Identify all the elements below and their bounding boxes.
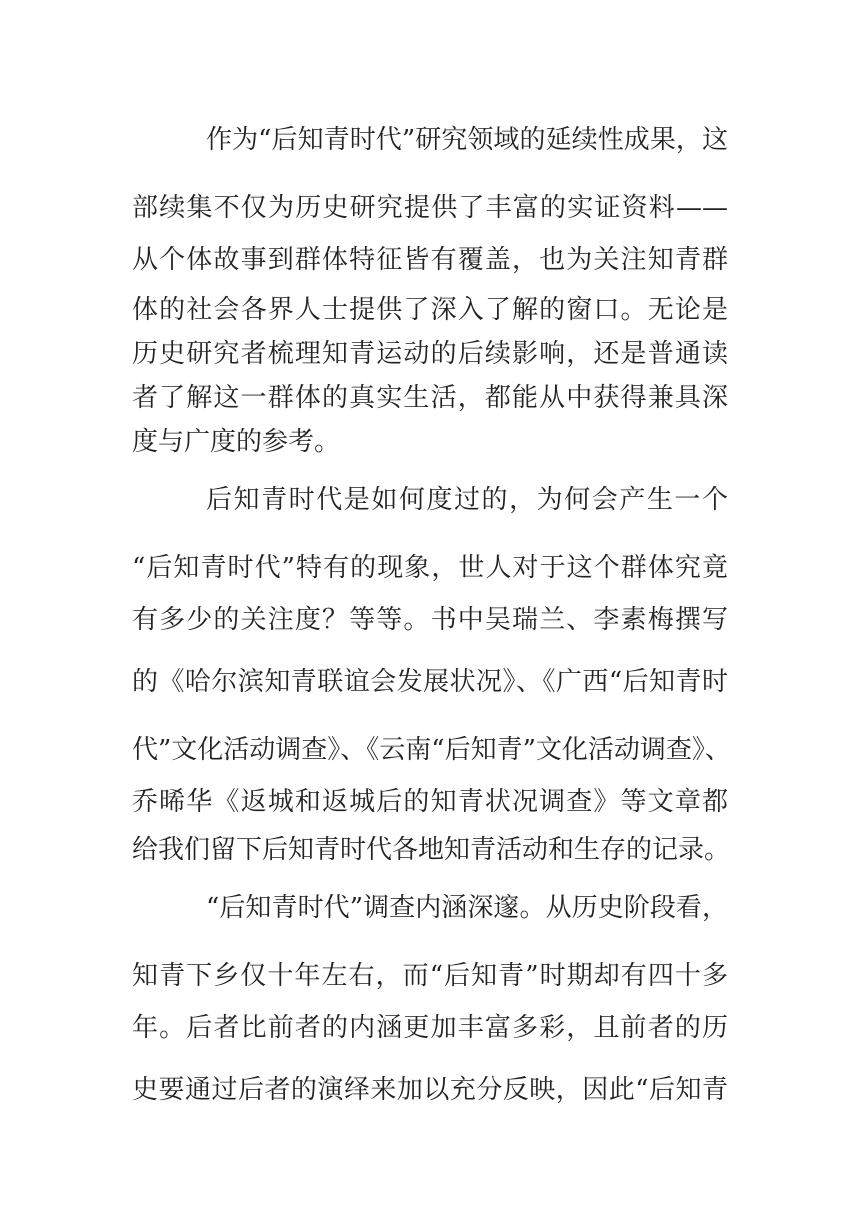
paragraph-3-line-1: “后知青时代”调查内涵深邃。从历史阶段看， [206,893,728,923]
paragraph-2-line-5: 代”文化活动调查》、《云南“后知青”文化活动调查》、 [132,735,731,765]
paragraph-2-line-2: “后知青时代”特有的现象，世人对于这个群体究竟 [132,553,728,583]
paragraph-1-line-2: 部续集不仅为历史研究提供了丰富的实证资料—— [132,193,728,223]
paragraph-3-line-2: 知青下乡仅十年左右，而“后知青”时期却有四十多 [132,961,728,991]
paragraph-1-line-4: 体的社会各界人士提供了深入了解的窗口。无论是 [132,295,728,325]
paragraph-3-line-4: 史要通过后者的演绎来加以充分反映，因此“后知青 [132,1075,728,1105]
paragraph-2-line-7: 给我们留下后知青时代各地知青活动和生存的记录。 [132,835,731,865]
paragraph-2-line-4: 的《哈尔滨知青联谊会发展状况》、《广西“后知青时 [132,667,728,697]
paragraph-2-line-6: 乔晞华《返城和返城后的知青状况调查》等文章都 [132,787,728,817]
paragraph-2-line-3: 有多少的关注度？等等。书中吴瑞兰、李素梅撰写 [132,605,728,635]
paragraph-1-line-1: 作为“后知青时代”研究领域的延续性成果，这 [206,125,728,155]
paragraph-1-line-5: 历史研究者梳理知青运动的后续影响，还是普通读 [132,339,728,369]
paragraph-2-line-1: 后知青时代是如何度过的，为何会产生一个 [206,485,728,515]
paragraph-1-line-7: 度与广度的参考。 [132,427,341,457]
paragraph-1-line-6: 者了解这一群体的真实生活，都能从中获得兼具深 [132,383,728,413]
paragraph-3-line-3: 年。后者比前者的内涵更加丰富多彩，且前者的历 [132,1013,728,1043]
paragraph-1-line-3: 从个体故事到群体特征皆有覆盖，也为关注知青群 [132,245,728,275]
